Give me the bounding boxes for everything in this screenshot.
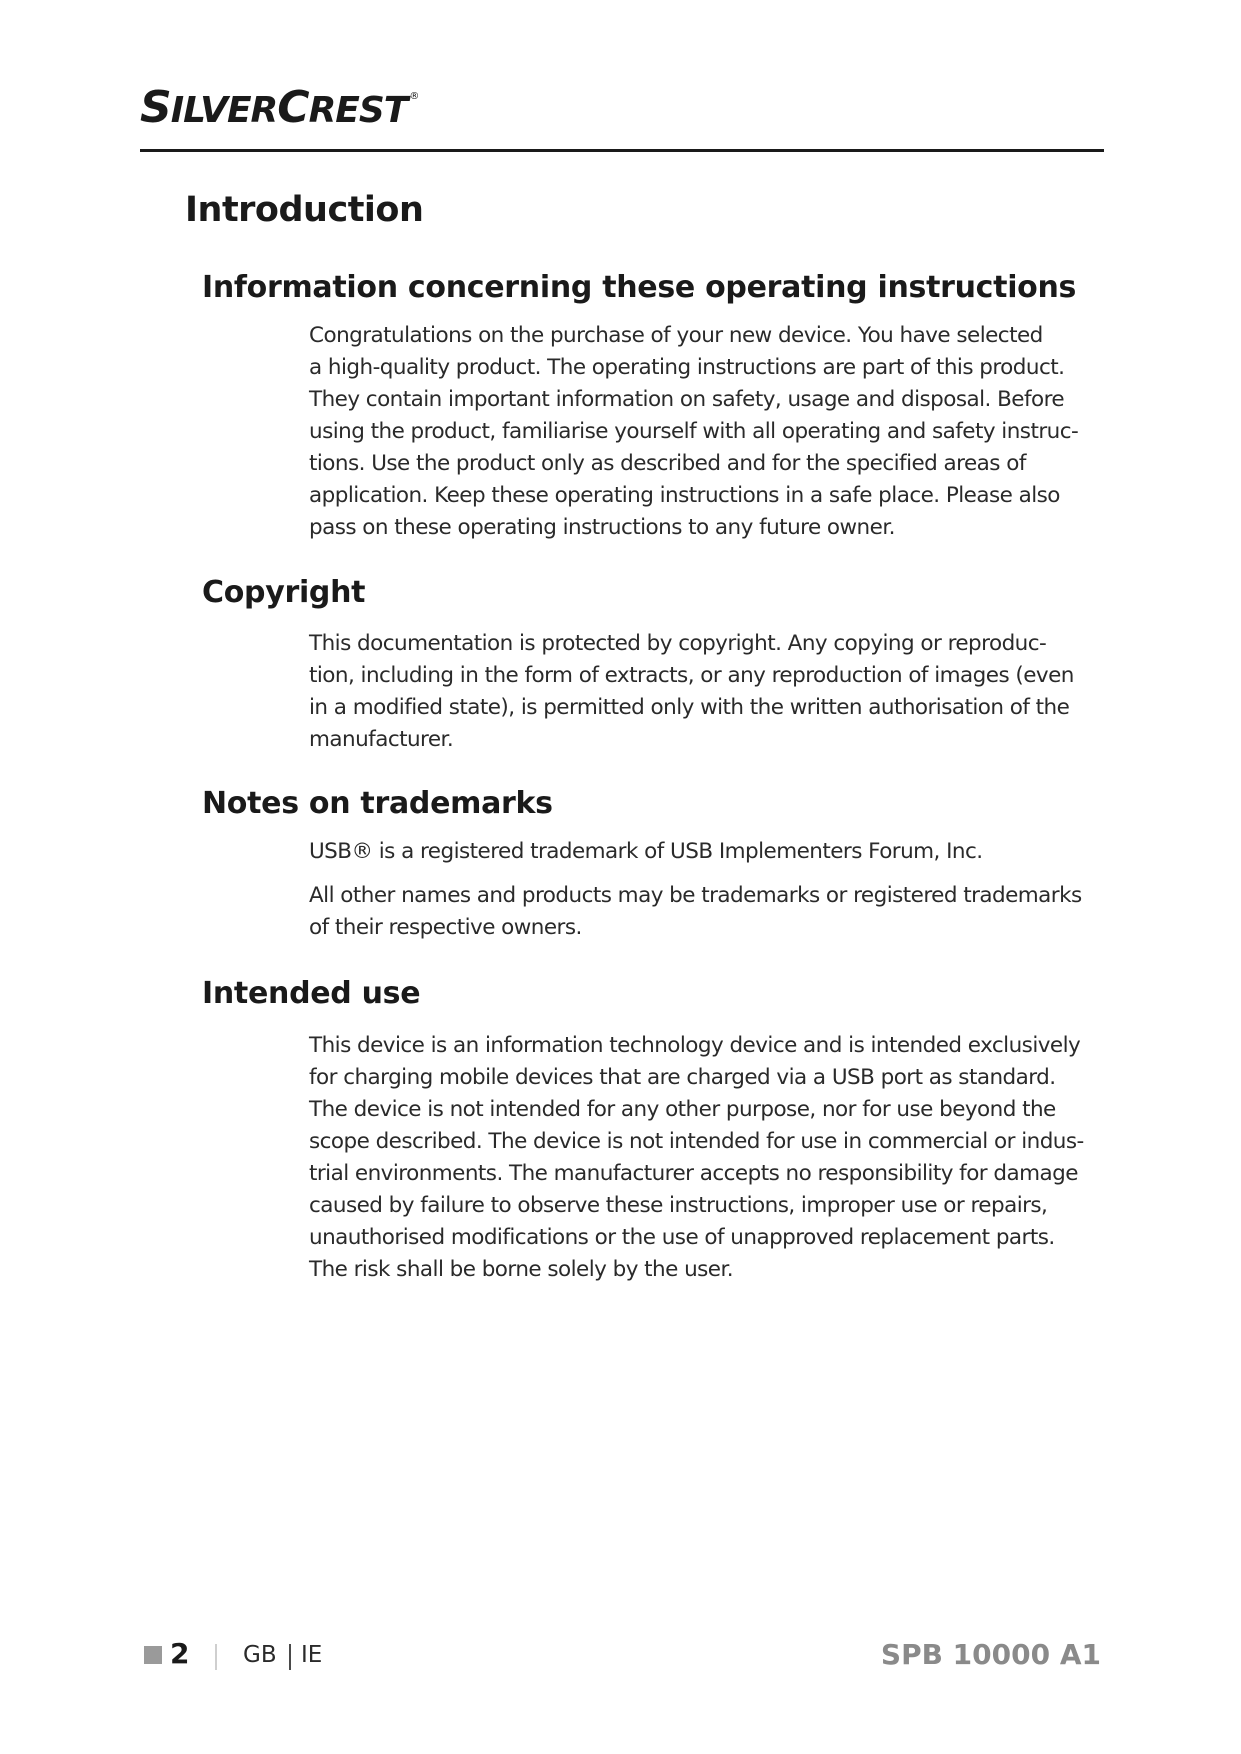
text-line: pass on these operating instructions to any future owner. <box>309 515 895 540</box>
section-heading-copyright: Copyright <box>202 575 366 610</box>
text-line: a high-quality product. The operating instructions are part of this product. <box>309 355 1065 380</box>
text-line: for charging mobile devices that are charged via a USB port as standard. <box>309 1065 1056 1090</box>
text-line: The risk shall be borne solely by the user. <box>309 1257 734 1282</box>
text-line: manufacturer. <box>309 727 454 752</box>
text-line: unauthorised modifications or the use of unapproved replacement parts. <box>309 1225 1055 1250</box>
page-title: Introduction <box>185 190 424 230</box>
footer-square-marker <box>144 1646 162 1664</box>
section-heading-trademarks: Notes on trademarks <box>202 786 553 821</box>
text-line: using the product, familiarise yourself with all operating and safety instruc- <box>309 419 1079 444</box>
section-heading-operating-instructions: Information concerning these operating instructions <box>202 270 1077 305</box>
section-heading-intended-use: Intended use <box>202 976 421 1011</box>
footer-divider <box>289 1644 291 1670</box>
text-line: in a modified state), is permitted only with the written authorisation of the <box>309 695 1070 720</box>
text-line: trial environments. The manufacturer accepts no responsibility for damage <box>309 1161 1078 1186</box>
text-line: This device is an information technology device and is intended exclusively <box>309 1033 1081 1058</box>
text-line: The device is not intended for any other purpose, nor for use beyond the <box>309 1097 1056 1122</box>
model-number: SPB 10000 A1 <box>880 1638 1101 1671</box>
brand-logo <box>140 82 419 133</box>
text-line: Congratulations on the purchase of your new device. You have selected <box>309 323 1043 348</box>
text-line: application. Keep these operating instructions in a safe place. Please also <box>309 483 1060 508</box>
language-gb: GB <box>243 1642 277 1668</box>
text-line: tions. Use the product only as described and for the specified areas of <box>309 451 1026 476</box>
brand-logo-ilver: ILVER <box>170 90 278 131</box>
brand-logo-s: S <box>140 82 171 133</box>
paragraph-other-trademarks <box>309 880 1082 944</box>
text-line: tion, including in the form of extracts, or any reproduction of images (even <box>309 663 1074 688</box>
text-line: All other names and products may be trademarks or registered trademarks <box>309 883 1082 908</box>
registered-mark: ® <box>409 91 419 102</box>
paragraph-operating-instructions <box>309 320 1079 544</box>
brand-logo-c: C <box>277 82 309 133</box>
text-line: caused by failure to observe these instructions, improper use or repairs, <box>309 1193 1048 1218</box>
text-line: USB® is a registered trademark of USB Implementers Forum, Inc. <box>309 839 983 864</box>
text-line: This documentation is protected by copyright. Any copying or reproduc- <box>309 631 1047 656</box>
footer-divider <box>215 1644 217 1670</box>
header-rule <box>140 149 1104 152</box>
text-line: They contain important information on safety, usage and disposal. Before <box>309 387 1065 412</box>
text-line: of their respective owners. <box>309 915 582 940</box>
paragraph-usb-trademark <box>309 836 1069 868</box>
page-number: 2 <box>170 1637 190 1670</box>
language-ie: IE <box>301 1642 323 1668</box>
paragraph-intended-use <box>309 1030 1084 1286</box>
paragraph-copyright <box>309 628 1074 756</box>
text-line: scope described. The device is not intended for use in commercial or indus- <box>309 1129 1084 1154</box>
brand-logo-rest: REST <box>308 90 408 131</box>
